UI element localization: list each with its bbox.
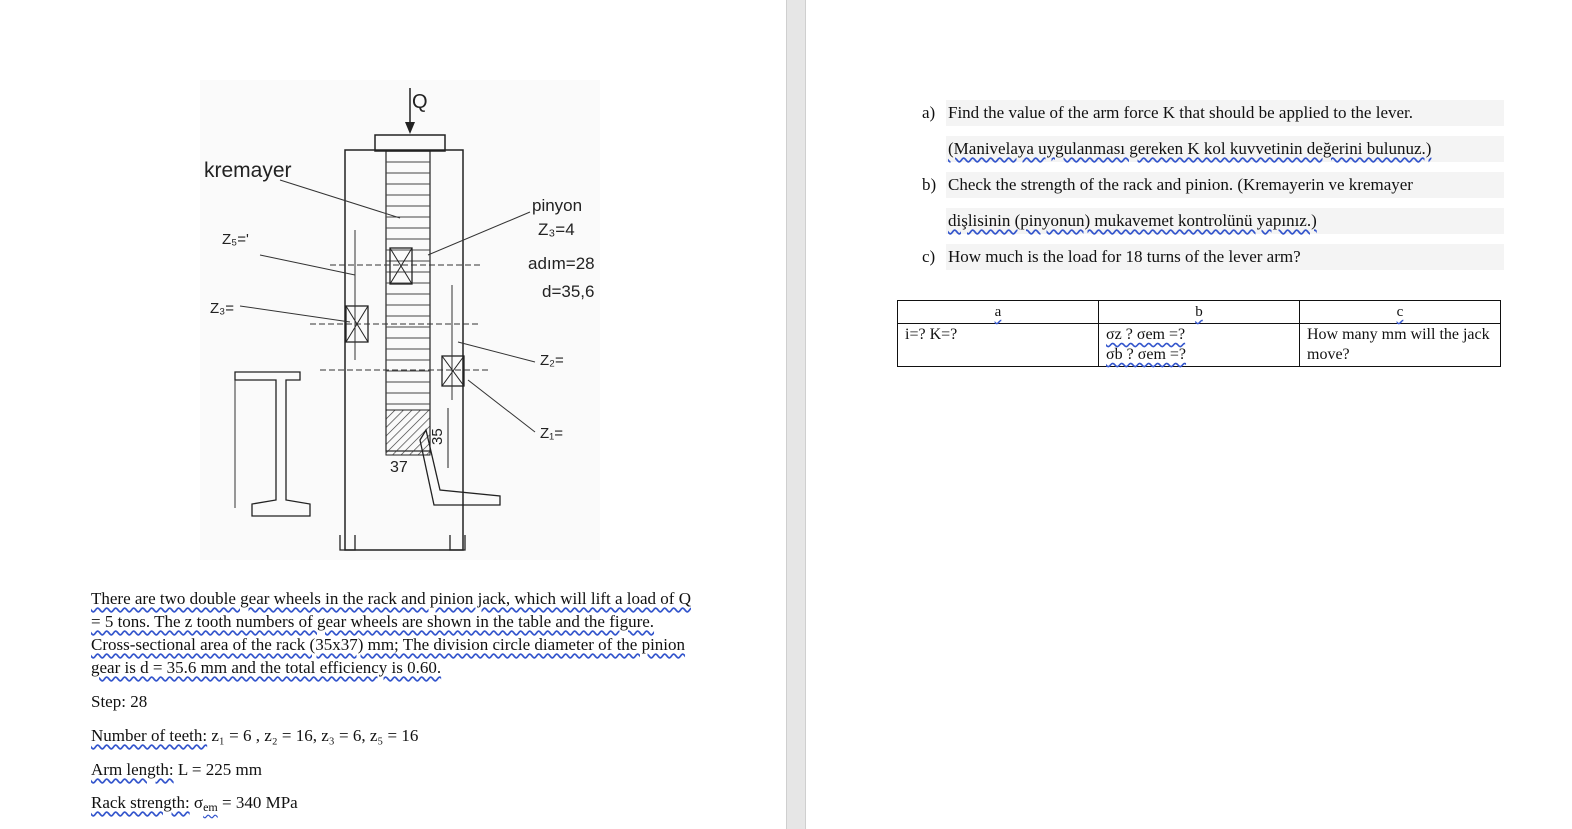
question-c [922, 244, 1502, 280]
question-a-label: a) [922, 103, 936, 122]
question-a-tr-text: (Manivelaya uygulanması gereken K kol kuvvetinin değerini bulunuz.) [946, 136, 1504, 162]
rack-strength-value: = 340 MPa [222, 793, 298, 812]
answer-table-header [898, 301, 1501, 324]
question-list [922, 100, 1502, 280]
jack-drawing [190, 80, 610, 580]
label-z2: Z₂= [540, 352, 564, 369]
header-c: c [1300, 301, 1501, 324]
rack-sigma: σ [193, 793, 204, 812]
teeth-line [91, 726, 418, 746]
label-z1: Z₁= [540, 425, 563, 442]
cell-b-line2: σb ? σem =? [1106, 346, 1187, 363]
label-kremayer: kremayer [204, 159, 292, 182]
figure-background [200, 80, 600, 560]
rack-cross-section [386, 410, 430, 455]
question-b-label: b) [922, 175, 937, 194]
rack-strength-line [91, 793, 298, 815]
label-z4: Z₃=4 [538, 220, 575, 239]
answer-table [897, 300, 1501, 367]
label-q: Q [412, 91, 428, 113]
cell-c: How many mm will the jack move? [1300, 324, 1501, 367]
cell-a: i=? K=? [898, 324, 1099, 367]
question-b-tr-text: dişlisinin (pinyonun) mukavemet kontrolünü yapınız.) [946, 208, 1504, 234]
problem-paragraph [91, 587, 701, 679]
answer-table-row [898, 324, 1501, 367]
label-z3: Z₃= [210, 300, 235, 317]
rack-sigma-sub: em [203, 800, 218, 814]
arm-value: L = 225 mm [177, 760, 262, 779]
question-c-text: How much is the load for 18 turns of the lever arm? [946, 244, 1504, 270]
problem-paragraph-text: There are two double gear wheels in the rack and pinion jack, which will lift a load of Q = 5 tons. The z tooth numbers of gear wheels are shown in the table and the figure. Cross-sectional area of the rack (35x37) mm; The division circle diameter of the pinion gear is d = 35.6 mm and the total efficiency is 0.60. [91, 589, 691, 677]
question-b-text: Check the strength of the rack and pinion. (Kremayerin ve kremayer [946, 172, 1504, 198]
arm-line [91, 760, 262, 780]
question-c-label: c) [922, 247, 936, 266]
label-pinyon: pinyon [532, 196, 583, 215]
label-35: 35 [429, 428, 446, 445]
rack-strength-label: Rack strength: [91, 793, 190, 812]
page-gutter [786, 0, 806, 829]
question-a-tr [922, 136, 1502, 172]
teeth-values: z₁ = 6 , z₂ = 16, z₃ = 6, z₅ = 16 [211, 726, 419, 745]
cell-b-line1: σz ? σem =? [1106, 326, 1186, 343]
label-adim: adım=28 [528, 254, 595, 273]
question-a [922, 100, 1502, 136]
label-37: 37 [390, 459, 408, 476]
header-b: b [1099, 301, 1300, 324]
label-z5: Z₅=' [222, 231, 249, 248]
teeth-label: Number of teeth: [91, 726, 208, 745]
label-d: d=35,6 [542, 282, 595, 301]
question-a-text: Find the value of the arm force K that should be applied to the lever. [946, 100, 1504, 126]
step-line: Step: 28 [91, 692, 148, 711]
question-b [922, 172, 1502, 208]
arm-label: Arm length: [91, 760, 174, 779]
question-b-tr [922, 208, 1502, 244]
rack-pinion-jack-figure [190, 80, 610, 580]
header-a: a [898, 301, 1099, 324]
cell-b [1099, 324, 1300, 367]
